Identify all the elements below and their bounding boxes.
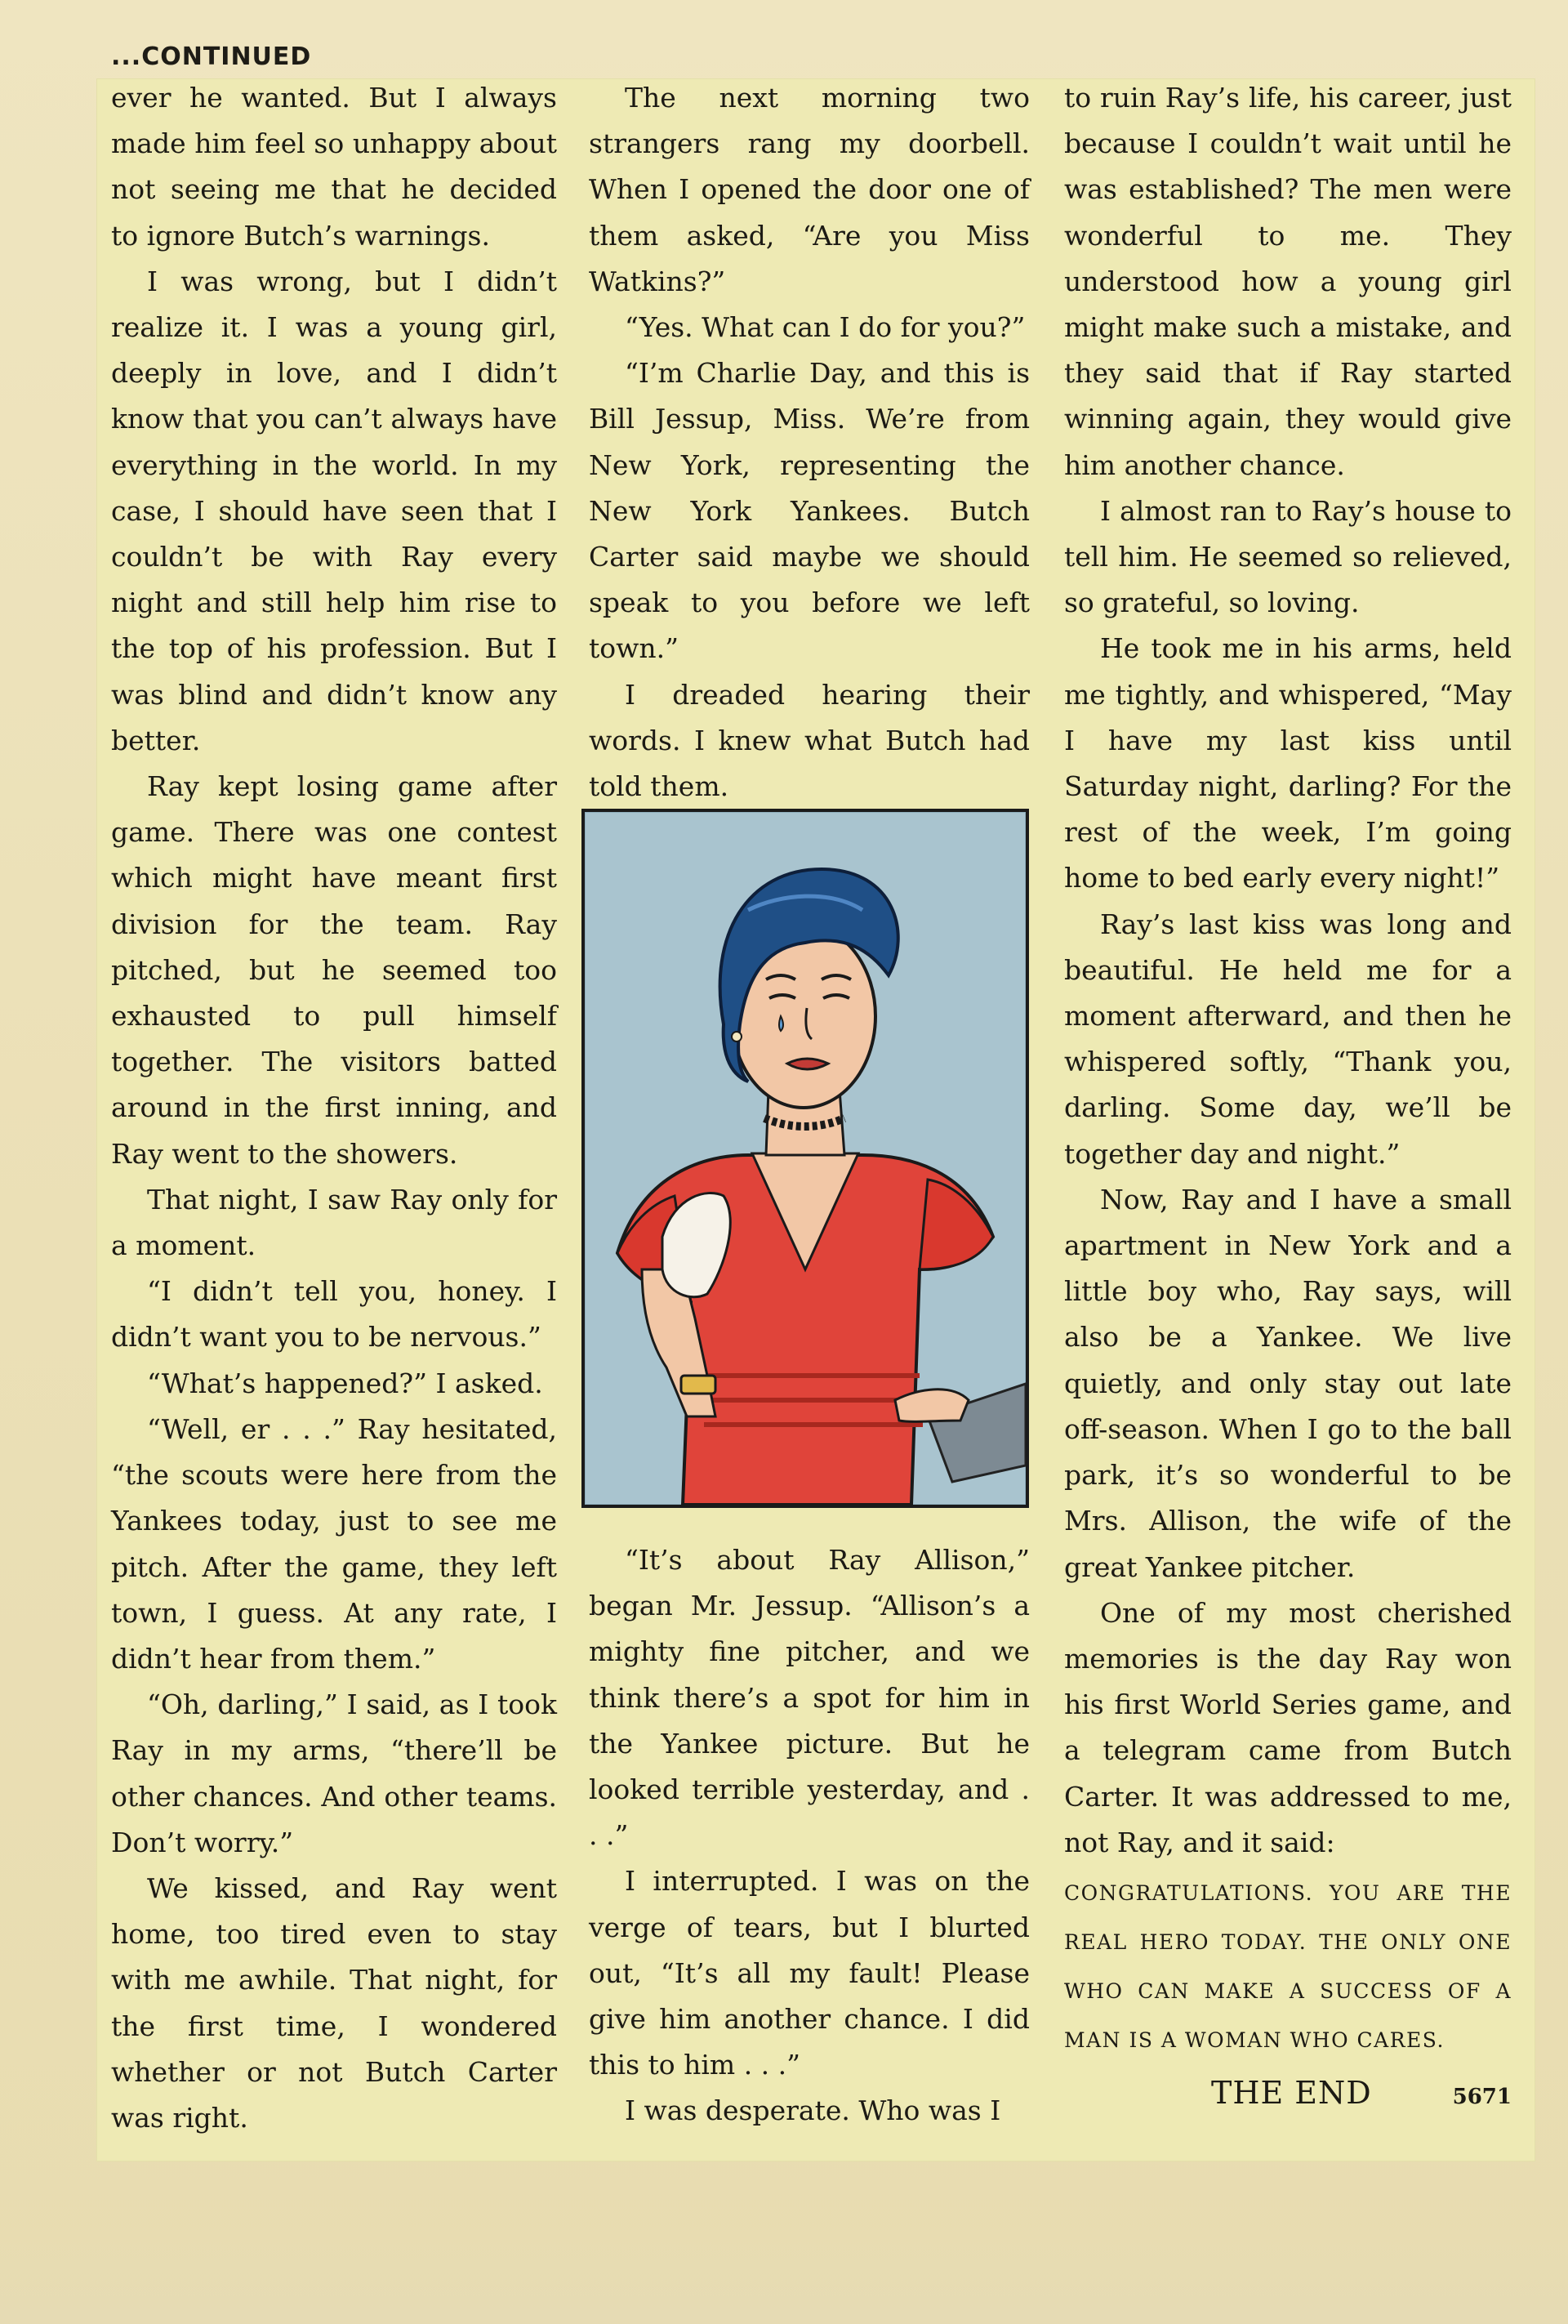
paragraph: He took me in his arms, held me tightly, and whispered, “May I have my last kiss until Saturday night, darling? For the rest of the week, I’m going home to bed early every night!” <box>1064 632 1512 894</box>
the-end-label: THE END <box>1211 2074 1372 2111</box>
paragraph: I interrupted. I was on the verge of tears, but I blurted out, “It’s all my fault! Please give him another chance. I did this to him . . .” <box>589 1865 1030 2081</box>
story-footer <box>1064 2070 1512 2120</box>
column-2-upper <box>589 75 1030 810</box>
paragraph: I almost ran to Ray’s house to tell him. He seemed so relieved, so grateful, so loving. <box>1064 494 1512 619</box>
paragraph: One of my most cherished memories is the day Ray won his first World Series game, and a telegram came from Butch Carter. It was addressed to me, not Ray, and it said: <box>1064 1596 1512 1858</box>
paragraph: “I’m Charlie Day, and this is Bill Jessup, Miss. We’re from New York, representing the New York Yankees. Butch Carter said maybe we should speak to you before we left town.” <box>589 357 1030 665</box>
page-code: 5671 <box>1452 2084 1512 2109</box>
continued-label: ...CONTINUED <box>111 42 312 71</box>
paragraph: Ray kept losing game after game. There was one contest which might have meant first division for the team. Ray pitched, but he seemed too exhausted to pull himself together. The visitors batted around in the first inning, and Ray went to the showers. <box>111 770 557 1170</box>
column-3 <box>1064 75 1512 2120</box>
paragraph: “What’s happened?” I asked. <box>147 1367 543 1399</box>
paragraph: The next morning two strangers rang my doorbell. When I opened the door one of them asked, “Are you Miss Watkins?” <box>589 82 1030 297</box>
paragraph: “Oh, darling,” I said, as I took Ray in my arms, “there’ll be other chances. And other teams. Don’t worry.” <box>111 1688 557 1858</box>
paragraph: Ray’s last kiss was long and beautiful. He held me for a moment afterward, and then he whispered softly, “Thank you, darling. Some day, we’ll be together day and night.” <box>1064 908 1512 1170</box>
telegram-text: CONGRATULATIONS. YOU ARE THE REAL HERO TODAY. THE ONLY ONE WHO CAN MAKE A SUCCESS OF A MAN IS A WOMAN WHO CARES. <box>1064 1880 1512 2052</box>
paragraph: I dreaded hearing their words. I knew what Butch had told them. <box>589 678 1030 803</box>
column-2-lower <box>589 1537 1030 2134</box>
paragraph: We kissed, and Ray went home, too tired even to stay with me awhile. That night, for the first time, I wondered whether or not Butch Carter was right. <box>111 1871 557 2134</box>
paragraph: “It’s about Ray Allison,” began Mr. Jessup. “Allison’s a mighty fine pitcher, and we think there’s a spot for him in the Yankee picture. But he looked terrible yesterday, and . . .” <box>589 1544 1030 1852</box>
column-1 <box>111 75 557 2141</box>
paragraph: I was desperate. Who was I <box>625 2094 1001 2127</box>
paragraph: ever he wanted. But I always made him feel so unhappy about not seeing me that he decided to ignore Butch’s warnings. <box>111 82 557 252</box>
comic-panel-crying-woman <box>581 809 1029 1508</box>
paragraph: “I didn’t tell you, honey. I didn’t want you to be nervous.” <box>111 1275 557 1354</box>
paragraph: I was wrong, but I didn’t realize it. I was a young girl, deeply in love, and I didn’t know that you can’t always have everything in the world. In my case, I should have seen that I couldn’t be with Ray every night and still help him rise to the top of his profession. But I was blind and didn’t know any better. <box>111 265 557 756</box>
paragraph: “Yes. What can I do for you?” <box>625 311 1026 344</box>
woman-illustration <box>585 812 1026 1505</box>
paragraph: That night, I saw Ray only for a moment. <box>111 1183 557 1262</box>
paragraph: “Well, er . . .” Ray hesitated, “the scouts were here from the Yankees today, just to see me pitch. After the game, they left town, I guess. At any rate, I didn’t hear from them.” <box>111 1412 557 1675</box>
paragraph: Now, Ray and I have a small apartment in New York and a little boy who, Ray says, will also be a Yankee. We live quietly, and only stay out late off-season. When I go to the ball park, it’s so wonderful to be Mrs. Allison, the wife of the great Yankee pitcher. <box>1064 1183 1512 1583</box>
paragraph: to ruin Ray’s life, his career, just because I couldn’t wait until he was established? The men were wonderful to me. They understood how a young girl might make such a mistake, and they said that if Ray started winning again, they would give him another chance. <box>1064 82 1512 481</box>
